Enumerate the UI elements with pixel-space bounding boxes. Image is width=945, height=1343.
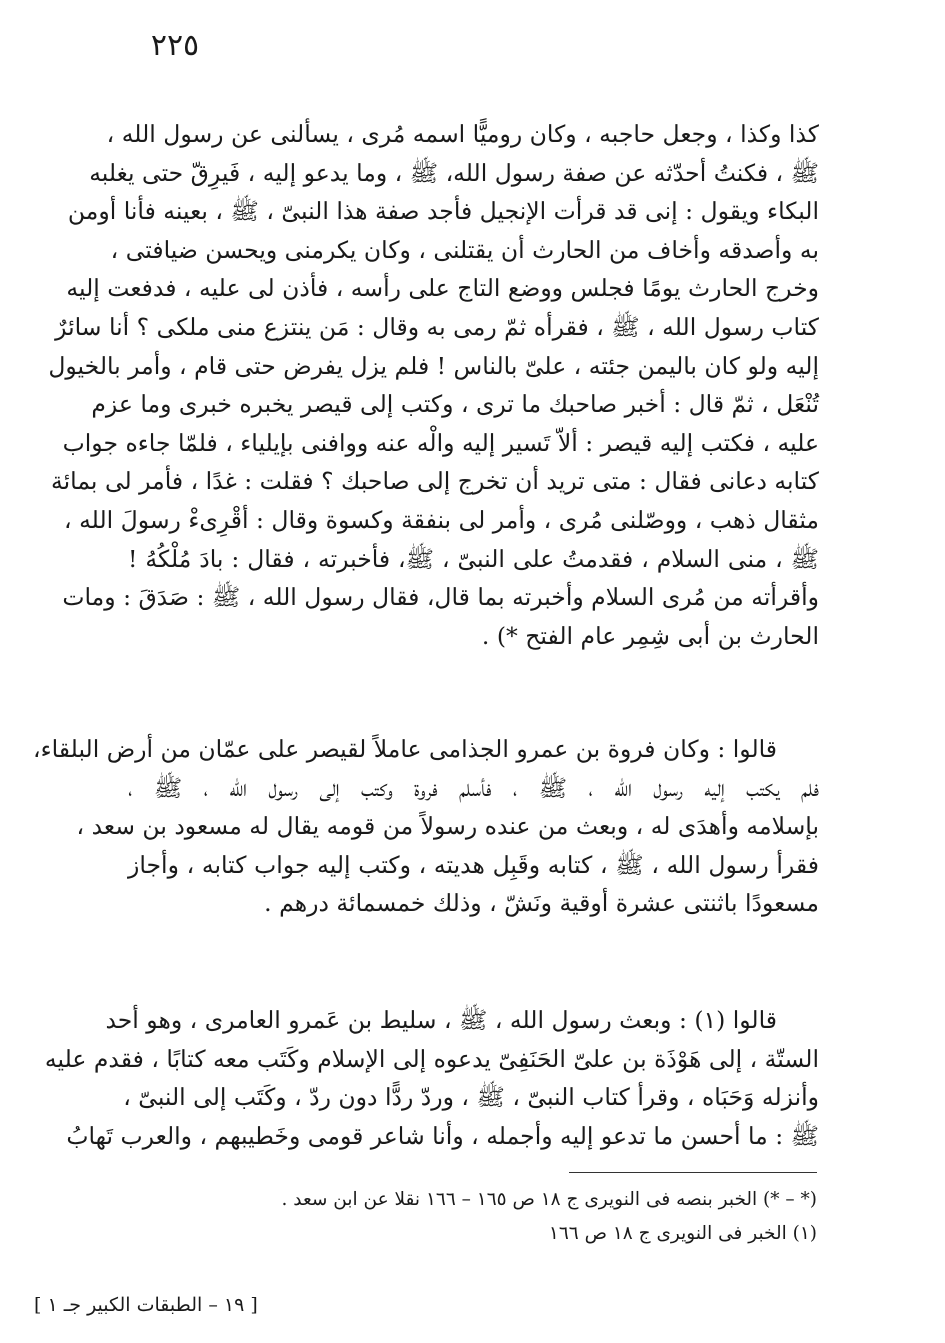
text-line: به وأصدقه وأخاف من الحارث أن يقتلنى ، وكان يكرمنى ويحسن ضيافتى ، (110, 235, 819, 264)
text-line: ﷺ ، منى السلام ، فقدمتُ على النبىّ ، ﷺ، فأخبرته ، فقال : بادَ مُلْكُهُ ! (128, 544, 819, 573)
text-line: قالوا (١) : وبعث رسول الله ، ﷺ ، سليط بن عَمرو العامرى ، وهو أحد (105, 1006, 777, 1034)
paragraph-2 (32, 730, 819, 923)
footnote-divider (569, 1172, 817, 1173)
text-line: فلم يكتب إليه رسول الله ، ﷺ ، فأسلم فروة وكتب إلى رسول الله ، ﷺ ، (128, 773, 819, 802)
text-line: كذا وكذا ، وجعل حاجبه ، وكان روميًّا اسمه مُرى ، يسألنى عن رسول الله ، (106, 120, 819, 148)
footnote-source: (* – *) الخبر بنصه فى النويرى ج ١٨ ص ١٦٥ – ١٦٦ نقلا عن ابن سعد . (281, 1189, 817, 1210)
text-line: إليه ولو كان باليمن جئته ، علىّ بالناس ! فلم يزل يفرض حتى قام ، وأمر بالخيول (48, 351, 819, 380)
text-line: الستّة ، إلى هَوْذَة بن علىّ الحَنَفِىّ يدعوه إلى الإسلام وكَتَب معه كتابًا ، فقدم عليه (44, 1044, 819, 1073)
text-line: عليه ، فكتب إليه قيصر : ألاّ تَسير إليه والْه عنه ووافنى بإيلياء ، فلمّا جاءه جواب (62, 428, 819, 457)
page-number: ٢٢٥ (150, 28, 200, 63)
footnote-1: (١) الخبر فى النويرى ج ١٨ ص ١٦٦ (548, 1223, 817, 1244)
text-line: وخرج الحارث يومًا فجلس ووضع التاج على رأسه ، فأذن لى عليه ، فدفعت إليه (66, 274, 819, 303)
text-line: البكاء ويقول : إنى قد قرأت الإنجيل فأجد صفة هذا النبىّ ، ﷺ ، بعينه فأنا أومن (67, 197, 819, 226)
paragraph-3 (44, 1001, 819, 1155)
text-line: الحارث بن أبى شِمِر عام الفتح *) . (481, 621, 819, 650)
text-line: مثقال ذهب ، ووصّلنى مُرى ، وأمر لى بنفقة وكسوة وقال : أقْرِىءْ رسولَ الله ، (64, 505, 819, 534)
text-line: كتاب رسول الله ، ﷺ ، فقرأه ثمّ رمى به وقال : مَن ينتزع منى ملكى ؟ أنا سائرٌ (55, 312, 819, 341)
running-footer: [ ١٩ – الطبقات الكبير جـ ١ ] (34, 1294, 258, 1316)
text-line: وأقرأته من مُرى السلام وأخبرته بما قال، فقال رسول الله ، ﷺ : صَدَقَ : ومات (62, 583, 819, 612)
text-line: ﷺ ، فكنتُ أحدّثه عن صفة رسول الله، ﷺ ، وما يدعو إليه ، فَيرِقّ حتى يغلبه (89, 158, 819, 187)
text-line: كتابه دعانى فقال : متى تريد أن تخرج إلى صاحبك ؟ فقلت : غدًا ، فأمر لى بمائة (51, 467, 819, 496)
paragraph-1 (48, 115, 819, 655)
text-line: فقرأ رسول الله ، ﷺ ، كتابه وقَبِل هديته ، وكتب إليه جواب كتابه ، وأجاز (128, 850, 819, 879)
text-line: مسعودًا باثنتى عشرة أوقية ونَشّ ، وذلك خمسمائة درهم . (264, 889, 819, 918)
text-line: قالوا : وكان فروة بن عمرو الجذامى عاملاً لقيصر على عمّان من أرض البلقاء، (32, 735, 777, 763)
text-line: وأنزله وَحَبَاه ، وقرأ كتاب النبىّ ، ﷺ ، وردّ ردًّا دون ردّ ، وكَتَب إلى النبىّ ، (123, 1083, 819, 1112)
footnotes (128, 1183, 817, 1251)
text-line: تُنْعَل ، ثمّ قال : أخبر صاحبك ما ترى ، وكتب إلى قيصر يخبره خبرى وما عزم (91, 390, 819, 419)
text-line: ﷺ : ما أحسن ما تدعو إليه وأجمله ، وأنا شاعر قومى وخَطيبهم ، والعرب تَهابُ (66, 1121, 819, 1150)
text-line: بإسلامه وأهدَى له ، وبعث من عنده رسولاً من قومه يقال له مسعود بن سعد ، (76, 812, 819, 841)
